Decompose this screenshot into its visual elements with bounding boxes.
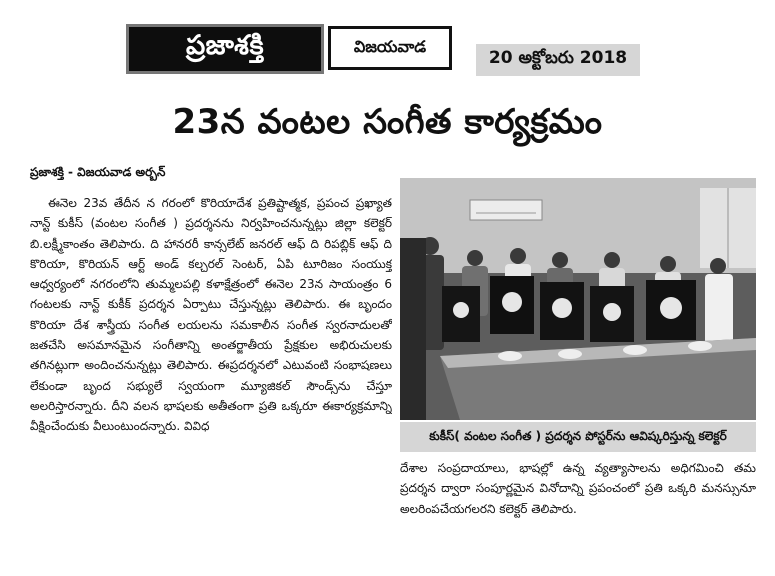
edition-city-box [328,26,452,70]
article-body-left-column: ఈనెల 23వ తేదీన న గరంలో కొరియాదేశ ప్రతిష్టాత్మక, ప్రపంచ ప్రఖ్యాత నాన్ట్ కుకీస్ (వంటల సంగీత ) ప్రదర్శనను నిర్వహించనున్నట్లు జిల్లా కలెక్టర్ బి.లక్ష్మీకాంతం తెలిపారు. ది హానరరీ కాన్సలేట్ జనరల్ ఆఫ్ ది రిపబ్లిక్ ఆఫ్ ది కొరియా, కొరియన్ ఆర్ట్ అండ్ కల్చరల్ సెంటర్, ఏపి టూరిజం సంయుక్త ఆధ్వర్యంలో నగరంలోని తుమ్మలపల్లి కళాక్షేత్రంలో ఈనెల 23న సాయంత్రం 6 గంటలకు నాన్ట్ కుకీక్ ప్రదర్శన ఏర్పాటు చేస్తున్నట్లు తెలిపారు. ఈ బృందం కొరియా దేశ శాస్త్రీయ సంగీత లయలను సమకాలీన సంగీత స్వరనాదులతో జతచేసి అసమానమైన సంగీతాన్ని అంతర్జాతీయ ప్రేక్షకుల అభిరుచులకు తగినట్లుగా అందించనున్నట్లు తెలిపారు. ఈప్రదర్శనలో ఎటువంటి సంభాషణలు లేకుండా బృంద సభ్యులే స్వయంగా మ్యూజికల్ సౌండ్స్‌ను చేస్తూ అలరిస్తారన్నారు. దీని వలన భాషలకు అతీతంగా ప్రతి ఒక్కరూ ఈకార్యక్రమాన్ని వీక్షించేందుకు వీలుంటుందన్నారు. వివిధ [30,196,392,434]
newspaper-logo-text: ప్రజాశక్తి [185,30,265,61]
article-body-right-column: దేశాల సంప్రదాయాలు, భాషల్లో ఉన్న వ్యత్యాసాలను అధిగమించి తమ ప్రదర్శన ద్వారా సంపూర్ణమైన వినోదాన్ని ప్రపంచంలో ప్రతి ఒక్కరి మనస్సునూ అలరింపచేయగలరని కలెక్టర్ తెలిపారు. [400,461,756,516]
article-byline: ప్రజాశక్తి - విజయవాడ అర్బన్ [30,165,166,179]
photo-caption: కుకీస్( వంటల సంగీత ) ప్రదర్శన పోస్టర్‌ను ఆవిష్కరిస్తున్న కలెక్టర్ [429,428,727,443]
article-photo [400,178,756,420]
date-box [476,44,640,76]
photo-caption-bar [400,422,756,452]
publication-date: 20 అక్టోబరు 2018 [488,48,628,68]
article-headline: 23న వంటల సంగీత కార్యక్రమం [172,102,603,142]
newspaper-logo [126,24,324,74]
edition-city: విజయవాడ [353,36,427,56]
